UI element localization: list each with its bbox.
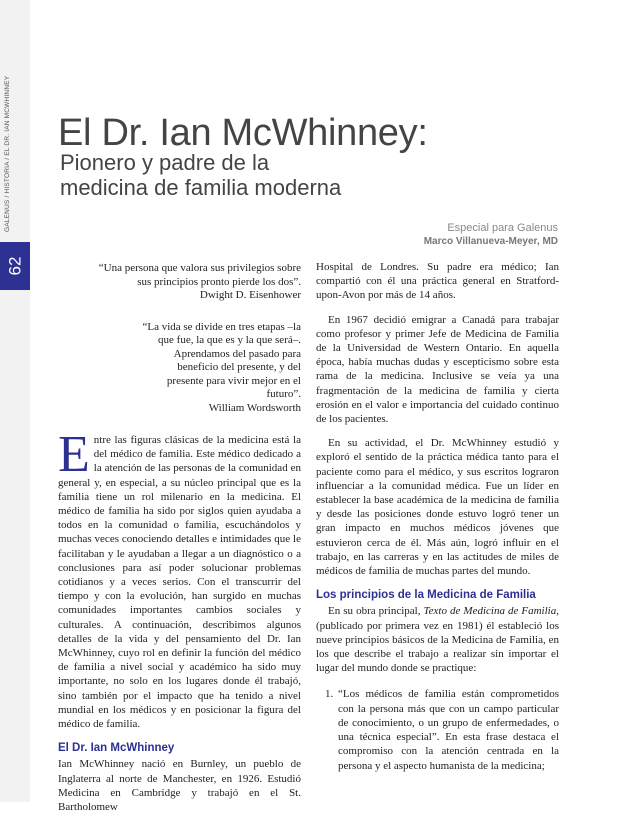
section-paragraph: Ian McWhinney nació en Burnley, un pueblo de Inglaterra al norte de Manchester, en 1926. Estudió Medicina en Cambridge y trabajó en el St. Bartholomew <box>58 758 301 814</box>
right-column <box>316 260 559 773</box>
drop-cap: E <box>58 426 90 483</box>
list-item: 1. “Los médicos de familia están comprometidos con la persona más que con un campo particular de conocimiento, o un grupo de enfermedades, o una técnica especial”. En esta frase destaca el compromiso con la atención centrada en la persona y el aspecto humanista de la medicina; <box>336 687 559 772</box>
article-title: El Dr. Ian McWhinney: <box>58 112 428 154</box>
article-subtitle <box>60 150 341 200</box>
epigraph-text: “La vida se divide en tres etapas –la que fue, la que es y la que será–. Aprendamos del pasado para beneficio del presente, y del presente para vivir mejor en el futuro”. <box>142 320 301 400</box>
text-run: , (publicado por primera vez en 1981) él estableció los nueve principios básicos de la Medicina de Familia, en los que describe el trabajo a realizar sin importar el lugar del mundo donde se practique: <box>316 605 559 675</box>
section-heading-mcwhinney: El Dr. Ian McWhinney <box>58 742 175 755</box>
subtitle-line-1: Pionero y padre de la <box>60 150 270 175</box>
subtitle-line-2: medicina de familia moderna <box>60 175 342 200</box>
paragraph-principles <box>316 604 559 675</box>
epigraph-2 <box>58 321 301 416</box>
paragraph-canada: En 1967 decidió emigrar a Canadá para trabajar como profesor y primer Jefe de Medicina de Familia de la Universidad de Western Ontario. En aquella época, había muchas dudas y escepticismo sobre esta rama de la medicina. Inclusive se veía ya una fragmentación de la medicina de familia y cierta erosión en el valor e importancia del cuidado continuo de los pacientes. <box>316 313 559 426</box>
running-head <box>4 212 204 232</box>
epigraph-1 <box>58 262 301 303</box>
intro-paragraph <box>58 426 301 731</box>
text-run: En su obra principal, <box>328 605 424 618</box>
continued-paragraph: Hospital de Londres. Su padre era médico; Ian compartió con él una práctica general en Stratford-upon-Avon por más de 14 años. <box>316 261 559 302</box>
section-heading-principles: Los principios de la Medicina de Familia <box>316 589 536 602</box>
author-byline: Marco Villanueva-Meyer, MD <box>423 236 558 247</box>
special-note: Especial para Galenus <box>447 222 558 234</box>
page-number-badge <box>0 242 30 290</box>
page-number: 62 <box>4 256 24 276</box>
book-title: Texto de Medicina de Familia <box>423 605 557 618</box>
epigraph-author: William Wordsworth <box>208 401 301 414</box>
principles-list <box>316 687 559 772</box>
epigraph-text: “Una persona que valora sus privilegios sobre sus principios pronto pierde los dos”. <box>98 262 301 288</box>
left-column <box>58 262 301 824</box>
paragraph-activity: En su actividad, el Dr. McWhinney estudió y exploró el sentido de la práctica médica tanto para el paciente como para el médico, y sus escritos lograron influenciar a la comunidad médica. Fue un líder en establecer la base académica de la medicina de familia y desde las posiciones donde estuvo logró tener un gran impacto en muchos médicos jóvenes que estuvieron cerca de él. Más aún, logró influir en el trabajo, en las carreras y en las actitudes de miles de médicos de familia de muchas partes del mundo. <box>316 437 559 578</box>
intro-text: ntre las figuras clásicas de la medicina está la del médico de familia. Este médico dedicado a la atención de las personas de la comunidad en general y, en especial, a su núcleo principal que es la familia tiene un rol milenario en la medicina. El médico de familia ha sido por siglos quien ayudaba a todos en la comunidad o familia, escuchándolos y muchas veces conociendo detalles e intimidades que le facilitaban y le ayudaban a llegar a un diagnóstico o a conclusiones para así poder solucionar problemas cotidianos y a veces serios. Con el transcurrir del tiempo y con la evolución, han surgido en muchas comunidades importantes cambios sociales y culturales. A continuación, describimos algunos detalles de la vida y del pensamiento del Dr. Ian McWhinney, cuyo rol en definir la función del médico de familia a nivel social y académico ha sido muy importante, no solo en los lugares donde él trabajó, sino también por el impacto que ha tenido a nivel mundial en los médicos y en posicionar la figura del médico de familia. <box>58 434 301 731</box>
epigraph-author: Dwight D. Eisenhower <box>199 289 301 301</box>
